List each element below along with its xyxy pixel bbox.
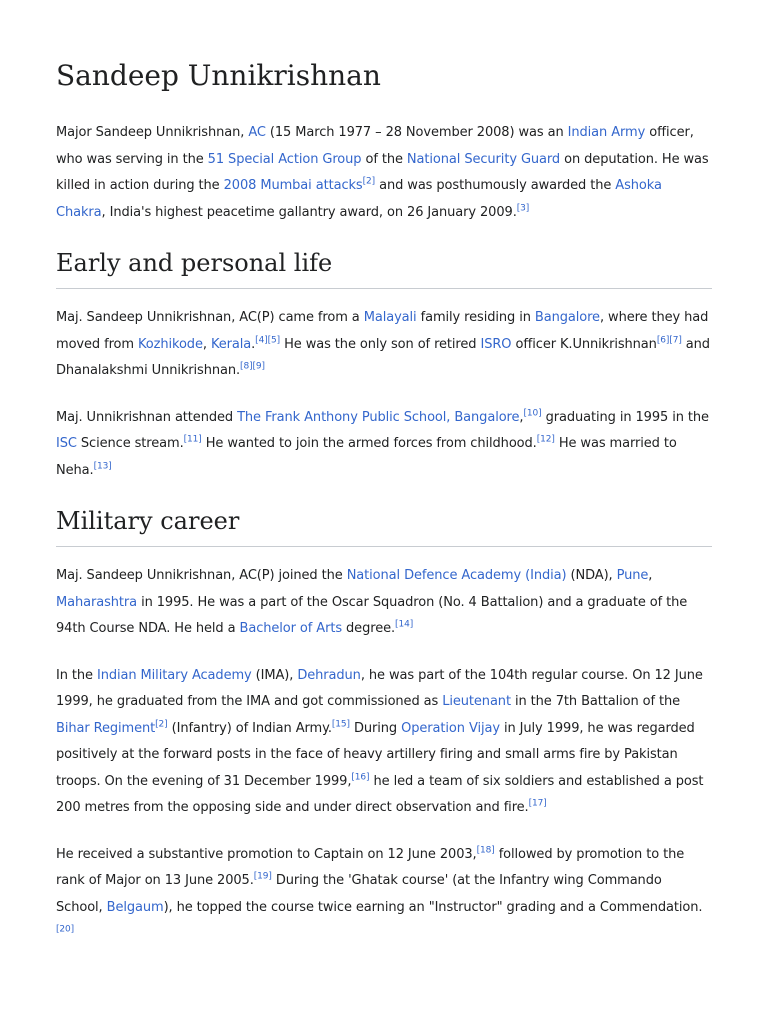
- link-lieutenant[interactable]: Lieutenant: [442, 694, 511, 709]
- link-malayali[interactable]: Malayali: [363, 310, 417, 325]
- citation: [4][5]: [255, 335, 281, 346]
- citation: [10]: [523, 408, 542, 419]
- citation: [17]: [528, 798, 547, 809]
- link-indian-army[interactable]: Indian Army: [567, 125, 646, 140]
- early-life-paragraph-1: Maj. Sandeep Unnikrishnan, AC(P) came from a Malayali family residing in Bangalore, where they had moved from Kozhikode, Kerala.[4][5] He was the only son of retired ISRO officer K.Unnikrishnan[6][7] and Dhanalakshmi Unnikrishnan.[8][9]: [56, 310, 710, 378]
- citation: [6][7]: [656, 335, 682, 346]
- link-dehradun[interactable]: Dehradun: [297, 667, 361, 683]
- link-2008-mumbai-attacks[interactable]: 2008 Mumbai attacks: [223, 178, 363, 193]
- military-paragraph-2: In the Indian Military Academy (IMA), Dehradun, he was part of the 104th regular course. On 12 June 1999, he graduated from the IMA and got commissioned as Lieutenant in the 7th Battalion of the Bihar Regiment[2] (Infantry) of Indian Army.[15] During Operation Vijay in July 1999, he was regarded positively at the forward posts in the face of heavy artillery firing and small arms fire by Pakistan troops. On the evening of 31 December 1999,[16] he led a team of six soldiers and established a post 200 metres from the opposing side and under direct observation and fire.[17]: [56, 667, 704, 815]
- link-indian-military-academy[interactable]: Indian Military Academy: [96, 667, 252, 683]
- link-bihar-regiment[interactable]: Bihar Regiment: [56, 720, 156, 736]
- citation: [14]: [395, 619, 414, 630]
- citation: [8][9]: [240, 361, 265, 372]
- military-paragraph-3: He received a substantive promotion to Captain on 12 June 2003,[18] followed by promotion to the rank of Major on 13 June 2005.[19] During the 'Ghatak course' (at the Infantry wing Commando School, Belgaum), he topped the course twice earning an "Instructor" grading and a Commendation.[20]: [56, 845, 703, 935]
- citation: [12]: [536, 434, 555, 445]
- link-bachelor-of-arts[interactable]: Bachelor of Arts: [239, 621, 342, 636]
- citation: [13]: [93, 461, 112, 472]
- citation: [19]: [253, 871, 272, 882]
- citation: [20]: [56, 924, 75, 935]
- link-operation-vijay[interactable]: Operation Vijay: [401, 720, 500, 736]
- citation: [3]: [516, 203, 530, 214]
- citation: [11]: [183, 434, 202, 445]
- citation: [15]: [331, 719, 350, 730]
- link-national-security-guard[interactable]: National Security Guard: [406, 151, 561, 167]
- citation: [2]: [362, 176, 376, 187]
- link-ac[interactable]: AC: [248, 125, 266, 140]
- citation: [2]: [155, 719, 168, 730]
- link-nda[interactable]: National Defence Academy (India): [346, 568, 567, 583]
- link-maharashtra[interactable]: Maharashtra: [56, 594, 138, 610]
- link-kerala[interactable]: Kerala: [210, 336, 252, 352]
- section-heading-military-career: Military career: [56, 504, 712, 547]
- link-51-special-action-group[interactable]: 51 Special Action Group: [207, 151, 362, 167]
- military-paragraph-1: Maj. Sandeep Unnikrishnan, AC(P) joined the National Defence Academy (India) (NDA), Pune, Maharashtra in 1995. He was a part of the Oscar Squadron (No. 4 Battalion) and a graduate of the 94th Course NDA. He held a Bachelor of Arts degree.[14]: [56, 568, 688, 636]
- link-isc[interactable]: ISC: [56, 436, 77, 451]
- citation: [18]: [476, 845, 495, 856]
- citation: [16]: [351, 772, 370, 783]
- link-frank-anthony-school[interactable]: The Frank Anthony Public School, Bangalore: [237, 409, 520, 425]
- link-kozhikode[interactable]: Kozhikode: [137, 336, 203, 352]
- link-ashoka-chakra[interactable]: Ashoka Chakra: [56, 178, 662, 220]
- link-isro[interactable]: ISRO: [480, 336, 512, 352]
- section-heading-early-life: Early and personal life: [56, 246, 712, 289]
- early-life-paragraph-2: Maj. Unnikrishnan attended The Frank Anthony Public School, Bangalore,[10] graduating in 1995 in the ISC Science stream.[11] He wanted to join the armed forces from childhood.[12] He was married to Neha.[13]: [56, 408, 709, 478]
- link-belgaum[interactable]: Belgaum: [106, 899, 164, 915]
- link-bangalore[interactable]: Bangalore: [534, 310, 600, 325]
- page-title: Sandeep Unnikrishnan: [56, 59, 381, 92]
- link-pune[interactable]: Pune: [616, 568, 649, 583]
- intro-paragraph: Major Sandeep Unnikrishnan, AC (15 March 1977 – 28 November 2008) was an Indian Army officer, who was serving in the 51 Special Action Group of the National Security Guard on deputation. He was killed in action during the 2008 Mumbai attacks[2] and was posthumously awarded the Ashoka Chakra, India's highest peacetime gallantry award, on 26 January 2009.[3]: [56, 125, 709, 220]
